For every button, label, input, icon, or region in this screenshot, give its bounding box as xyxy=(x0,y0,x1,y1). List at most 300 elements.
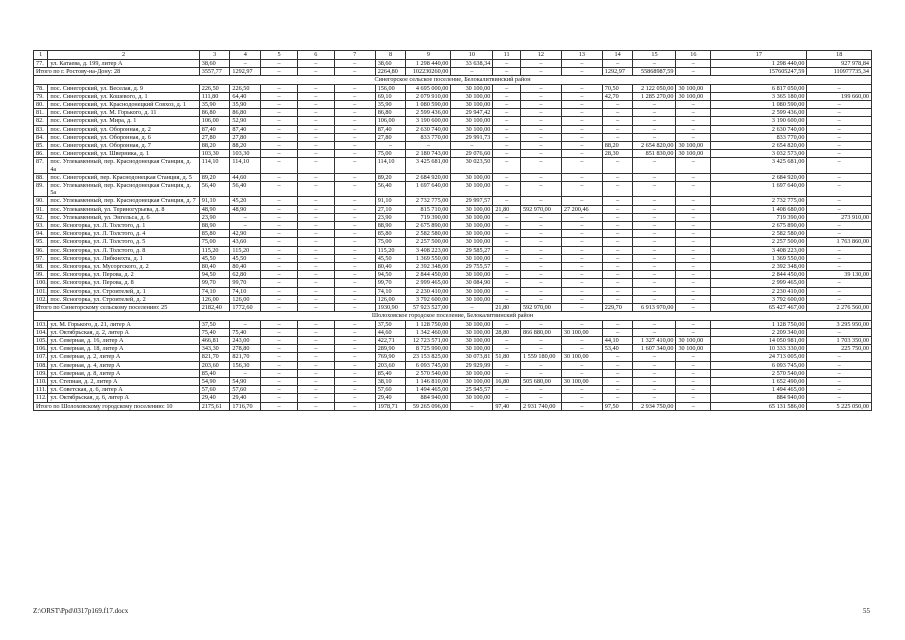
value-cell: – xyxy=(602,263,633,271)
value-cell: 29,40 xyxy=(199,394,230,402)
value-cell: 86,80 xyxy=(199,109,230,117)
row-number: 112. xyxy=(34,394,48,402)
table-row xyxy=(34,361,872,369)
value-cell: 866 880,00 xyxy=(520,328,561,336)
value-cell: 115,20 xyxy=(199,246,230,254)
value-cell: – xyxy=(561,345,602,353)
value-cell: 65 427 467,00 xyxy=(711,304,807,312)
value-cell: – xyxy=(261,109,298,117)
value-cell: – xyxy=(334,117,375,125)
row-number: 90. xyxy=(34,197,48,205)
value-cell: – xyxy=(676,125,711,133)
value-cell: 80,40 xyxy=(375,263,406,271)
value-cell: – xyxy=(520,320,561,328)
value-cell: 103,30 xyxy=(230,150,261,158)
value-cell: 2 230 410,00 xyxy=(406,287,451,295)
value-cell: – xyxy=(520,133,561,141)
value-cell: 57,60 xyxy=(375,386,406,394)
table-row xyxy=(34,142,872,150)
value-cell: 114,10 xyxy=(199,158,230,173)
value-cell: 44,60 xyxy=(375,328,406,336)
section-title: Синегорское сельское поселение, Белокалитвинский район xyxy=(34,76,872,84)
value-cell: 2 230 410,00 xyxy=(711,287,807,295)
table-row xyxy=(34,336,872,344)
value-cell: – xyxy=(633,182,676,197)
value-cell: – xyxy=(602,246,633,254)
value-cell: – xyxy=(297,109,334,117)
value-cell: – xyxy=(520,295,561,303)
value-cell: 1 298 440,00 xyxy=(406,60,451,68)
value-cell: 3 295 950,00 xyxy=(807,320,872,328)
value-cell: 3 425 681,00 xyxy=(406,158,451,173)
address-cell: пос. Синегорский, ул. Веселая, д. 9 xyxy=(48,84,199,92)
address-cell: пос. Углекаменный, пер. Краснодонецкая Станция, д. 4а xyxy=(48,158,199,173)
value-cell: 3 365 180,00 xyxy=(711,92,807,100)
value-cell: – xyxy=(334,361,375,369)
value-cell: – xyxy=(297,320,334,328)
value-cell: – xyxy=(633,353,676,361)
value-cell: 37,50 xyxy=(199,320,230,328)
value-cell: – xyxy=(261,60,298,68)
value-cell: – xyxy=(493,238,521,246)
value-cell: – xyxy=(602,271,633,279)
value-cell: – xyxy=(602,213,633,221)
value-cell: 1292,97 xyxy=(602,68,633,76)
value-cell: – xyxy=(261,263,298,271)
value-cell: – xyxy=(602,222,633,230)
value-cell: – xyxy=(807,205,872,213)
value-cell: – xyxy=(520,109,561,117)
value-cell: 30 100,00 xyxy=(676,345,711,353)
value-cell: – xyxy=(297,402,334,410)
value-cell: 48,90 xyxy=(199,205,230,213)
section-header-row xyxy=(34,312,872,320)
value-cell: 815 710,00 xyxy=(406,205,451,213)
value-cell: – xyxy=(493,213,521,221)
value-cell: – xyxy=(807,263,872,271)
value-cell: – xyxy=(297,295,334,303)
value-cell: – xyxy=(261,246,298,254)
value-cell: – xyxy=(520,345,561,353)
value-cell: – xyxy=(334,246,375,254)
value-cell: 30 084,90 xyxy=(451,279,493,287)
value-cell: 2 630 740,00 xyxy=(711,125,807,133)
value-cell: 25 945,57 xyxy=(451,386,493,394)
value-cell: – xyxy=(334,238,375,246)
value-cell: – xyxy=(561,386,602,394)
value-cell: 86,80 xyxy=(375,109,406,117)
row-number: 95. xyxy=(34,238,48,246)
value-cell: 851 830,00 xyxy=(633,150,676,158)
value-cell: – xyxy=(676,173,711,181)
value-cell: 30 100,00 xyxy=(451,222,493,230)
value-cell: – xyxy=(561,336,602,344)
value-cell: – xyxy=(334,336,375,344)
value-cell: 1772,60 xyxy=(230,304,261,312)
row-number: 101. xyxy=(34,287,48,295)
value-cell: 1 607 340,00 xyxy=(633,345,676,353)
value-cell: 64,40 xyxy=(230,92,261,100)
value-cell: 29 076,60 xyxy=(451,150,493,158)
value-cell: – xyxy=(676,287,711,295)
value-cell: 42,70 xyxy=(602,92,633,100)
value-cell: 30 100,00 xyxy=(451,345,493,353)
table-row xyxy=(34,213,872,221)
value-cell: – xyxy=(520,150,561,158)
value-cell: – xyxy=(561,101,602,109)
value-cell: – xyxy=(807,101,872,109)
value-cell: – xyxy=(261,197,298,205)
value-cell: – xyxy=(676,361,711,369)
value-cell: – xyxy=(520,125,561,133)
value-cell: – xyxy=(633,287,676,295)
value-cell: – xyxy=(807,386,872,394)
value-cell: – xyxy=(334,213,375,221)
value-cell: 1 080 590,00 xyxy=(406,101,451,109)
value-cell: – xyxy=(520,182,561,197)
value-cell: – xyxy=(561,230,602,238)
value-cell: 29 997,57 xyxy=(451,197,493,205)
value-cell: 55868987,59 xyxy=(633,68,676,76)
value-cell: – xyxy=(520,263,561,271)
value-cell: – xyxy=(297,361,334,369)
value-cell: 30 100,00 xyxy=(451,182,493,197)
value-cell: 278,80 xyxy=(230,345,261,353)
value-cell: 2 582 580,00 xyxy=(406,230,451,238)
value-cell: – xyxy=(561,361,602,369)
value-cell: 10 333 330,00 xyxy=(711,345,807,353)
value-cell: 30 100,00 xyxy=(451,117,493,125)
value-cell: – xyxy=(676,279,711,287)
value-cell: – xyxy=(334,320,375,328)
value-cell: – xyxy=(334,84,375,92)
value-cell: 719 390,00 xyxy=(406,213,451,221)
value-cell: – xyxy=(602,60,633,68)
value-cell: 1 494 465,00 xyxy=(711,386,807,394)
value-cell: 126,00 xyxy=(230,295,261,303)
value-cell: 6 913 970,00 xyxy=(633,304,676,312)
value-cell: 2 654 820,00 xyxy=(633,142,676,150)
value-cell: – xyxy=(602,117,633,125)
value-cell: 43,60 xyxy=(230,238,261,246)
row-number: 107. xyxy=(34,353,48,361)
value-cell: 30 100,00 xyxy=(451,377,493,385)
address-cell: пос. Синегорский, ул. Краснодонецкий Совхоз, д. 1 xyxy=(48,101,199,109)
value-cell: – xyxy=(602,394,633,402)
value-cell: – xyxy=(676,222,711,230)
value-cell: 2182,40 xyxy=(199,304,230,312)
value-cell: 226,50 xyxy=(230,84,261,92)
address-cell: пос. Синегорский, ул. Мира, д. 1 xyxy=(48,117,199,125)
value-cell: 97,40 xyxy=(493,402,521,410)
value-cell: – xyxy=(561,369,602,377)
value-cell: 88,90 xyxy=(375,222,406,230)
value-cell: 2 392 348,00 xyxy=(406,263,451,271)
value-cell: – xyxy=(261,279,298,287)
value-cell: 225 750,00 xyxy=(807,345,872,353)
value-cell: – xyxy=(520,173,561,181)
value-cell: 29 929,99 xyxy=(451,361,493,369)
value-cell: 289,90 xyxy=(375,345,406,353)
value-cell: 2 732 775,00 xyxy=(406,197,451,205)
value-cell: 52,90 xyxy=(230,117,261,125)
row-number: 100. xyxy=(34,279,48,287)
value-cell: 6 817 050,00 xyxy=(711,84,807,92)
value-cell: – xyxy=(633,197,676,205)
value-cell: 3 792 600,00 xyxy=(406,295,451,303)
row-number: 88. xyxy=(34,173,48,181)
table-row xyxy=(34,109,872,117)
value-cell: 2 599 436,00 xyxy=(711,109,807,117)
value-cell: – xyxy=(493,222,521,230)
value-cell: – xyxy=(676,377,711,385)
value-cell: 1 494 465,00 xyxy=(406,386,451,394)
value-cell: – xyxy=(807,158,872,173)
value-cell: 592 970,00 xyxy=(520,205,561,213)
value-cell: – xyxy=(493,133,521,141)
address-cell: ул. Северная, д. 4, литер А xyxy=(48,361,199,369)
value-cell: 1 703 350,00 xyxy=(807,336,872,344)
value-cell: – xyxy=(297,182,334,197)
value-cell: 75,00 xyxy=(375,150,406,158)
value-cell: – xyxy=(261,345,298,353)
header-cell: 1 xyxy=(34,51,48,60)
value-cell: – xyxy=(261,125,298,133)
value-cell: – xyxy=(520,254,561,262)
value-cell: 103,30 xyxy=(199,150,230,158)
value-cell: 2 684 920,00 xyxy=(711,173,807,181)
table-row xyxy=(34,205,872,213)
value-cell: – xyxy=(561,92,602,100)
value-cell: 3 792 600,00 xyxy=(711,295,807,303)
table-row xyxy=(34,328,872,336)
value-cell: – xyxy=(676,394,711,402)
value-cell: 203,60 xyxy=(199,361,230,369)
value-cell: – xyxy=(676,213,711,221)
value-cell: – xyxy=(520,271,561,279)
value-cell: 85,40 xyxy=(375,369,406,377)
value-cell: – xyxy=(676,369,711,377)
value-cell: – xyxy=(633,320,676,328)
value-cell: 592 970,00 xyxy=(520,304,561,312)
value-cell: – xyxy=(807,287,872,295)
value-cell: 59 265 096,00 xyxy=(406,402,451,410)
table-row xyxy=(34,369,872,377)
value-cell: 422,71 xyxy=(375,336,406,344)
value-cell: – xyxy=(334,304,375,312)
value-cell: – xyxy=(297,173,334,181)
value-cell: – xyxy=(261,68,298,76)
row-number: 86. xyxy=(34,150,48,158)
value-cell: 88,90 xyxy=(199,222,230,230)
value-cell: – xyxy=(261,402,298,410)
value-cell: 6 093 745,00 xyxy=(406,361,451,369)
value-cell: 94,50 xyxy=(199,271,230,279)
value-cell: – xyxy=(602,158,633,173)
value-cell: 29 755,57 xyxy=(451,263,493,271)
value-cell: – xyxy=(334,402,375,410)
value-cell: 65 131 586,00 xyxy=(711,402,807,410)
row-number: 102. xyxy=(34,295,48,303)
value-cell: – xyxy=(297,254,334,262)
value-cell: – xyxy=(261,213,298,221)
value-cell: – xyxy=(297,336,334,344)
value-cell: – xyxy=(297,205,334,213)
value-cell: 2 582 580,00 xyxy=(711,230,807,238)
value-cell: – xyxy=(261,304,298,312)
value-cell: 94,50 xyxy=(375,271,406,279)
table-row xyxy=(34,230,872,238)
value-cell: 89,20 xyxy=(199,173,230,181)
value-cell: 89,20 xyxy=(375,173,406,181)
header-cell: 4 xyxy=(230,51,261,60)
row-number: 85. xyxy=(34,142,48,150)
address-cell: пос. Углекаменный, ул. Териногурьева, д. 8 xyxy=(48,205,199,213)
value-cell: 56,40 xyxy=(199,182,230,197)
value-cell: 2 654 820,00 xyxy=(711,142,807,150)
value-cell: – xyxy=(520,230,561,238)
header-cell: 10 xyxy=(451,51,493,60)
row-number: 78. xyxy=(34,84,48,92)
value-cell: 3557,77 xyxy=(199,68,230,76)
address-cell: пос. Синегорский, ул. Оборонная, д. 7 xyxy=(48,142,199,150)
header-cell: 3 xyxy=(199,51,230,60)
value-cell: 29 947,42 xyxy=(451,109,493,117)
value-cell: 99,70 xyxy=(375,279,406,287)
value-cell: – xyxy=(807,142,872,150)
value-cell: 30 100,00 xyxy=(451,287,493,295)
value-cell: 106,00 xyxy=(375,117,406,125)
value-cell: 33 638,34 xyxy=(451,60,493,68)
value-cell: 86,80 xyxy=(230,109,261,117)
value-cell: 12 723 571,00 xyxy=(406,336,451,344)
row-number: 87. xyxy=(34,158,48,173)
address-cell: пос. Синегорский, ул. Шверника, д. 1 xyxy=(48,150,199,158)
value-cell: – xyxy=(297,328,334,336)
value-cell: – xyxy=(261,182,298,197)
header-cell: 9 xyxy=(406,51,451,60)
value-cell: 23,90 xyxy=(375,213,406,221)
address-cell: ул. Катаева, д. 199, литер А xyxy=(48,60,199,68)
value-cell: 30 100,00 xyxy=(451,101,493,109)
table-row xyxy=(34,92,872,100)
value-cell: 1 342 460,00 xyxy=(406,328,451,336)
value-cell: – xyxy=(261,158,298,173)
value-cell: – xyxy=(334,377,375,385)
address-cell: пос. Ясногорка, ул. Перова, д. 2 xyxy=(48,271,199,279)
value-cell: 1 146 810,00 xyxy=(406,377,451,385)
value-cell: 28,30 xyxy=(602,150,633,158)
value-cell: – xyxy=(520,84,561,92)
value-cell: – xyxy=(334,230,375,238)
value-cell: – xyxy=(561,304,602,312)
value-cell: – xyxy=(807,117,872,125)
value-cell: – xyxy=(602,295,633,303)
value-cell: – xyxy=(334,142,375,150)
footer-file-path: Z:\ORST\Ppd\0317p169.f17.docx xyxy=(33,607,129,615)
value-cell: 4 695 000,00 xyxy=(406,84,451,92)
value-cell: 85,80 xyxy=(375,230,406,238)
value-cell: – xyxy=(520,386,561,394)
value-cell: 1 128 750,00 xyxy=(711,320,807,328)
header-cell: 13 xyxy=(561,51,602,60)
value-cell: 3 190 600,00 xyxy=(711,117,807,125)
value-cell: – xyxy=(493,287,521,295)
value-cell: 21,80 xyxy=(493,205,521,213)
header-cell: 16 xyxy=(676,51,711,60)
row-number: 105. xyxy=(34,336,48,344)
value-cell: – xyxy=(297,142,334,150)
value-cell: 97,50 xyxy=(602,402,633,410)
table-row xyxy=(34,279,872,287)
value-cell: – xyxy=(807,133,872,141)
row-number: 84. xyxy=(34,133,48,141)
value-cell: – xyxy=(493,109,521,117)
value-cell: – xyxy=(297,394,334,402)
value-cell: – xyxy=(633,205,676,213)
value-cell: – xyxy=(676,271,711,279)
value-cell: 203,60 xyxy=(375,361,406,369)
value-cell: – xyxy=(297,230,334,238)
total-label: Итого по Синегорскому сельскому поселению: 25 xyxy=(34,304,200,312)
value-cell: – xyxy=(633,101,676,109)
value-cell: – xyxy=(602,230,633,238)
value-cell: 2 599 436,00 xyxy=(406,109,451,117)
value-cell: 1 697 640,00 xyxy=(406,182,451,197)
value-cell: – xyxy=(633,394,676,402)
value-cell: – xyxy=(807,246,872,254)
address-cell: ул. Северная, д. 16, литер А xyxy=(48,336,199,344)
row-number: 91. xyxy=(34,205,48,213)
value-cell: – xyxy=(297,287,334,295)
table-row xyxy=(34,386,872,394)
address-cell: пос. Ясногорка, ул. Л. Толстого, д. 1 xyxy=(48,222,199,230)
value-cell: 38,60 xyxy=(375,60,406,68)
value-cell: – xyxy=(520,68,561,76)
value-cell: – xyxy=(334,60,375,68)
value-cell: 14 050 981,00 xyxy=(711,336,807,344)
value-cell: – xyxy=(520,117,561,125)
value-cell: 27,10 xyxy=(375,205,406,213)
value-cell: 1 763 860,00 xyxy=(807,238,872,246)
value-cell: 30 100,00 xyxy=(451,328,493,336)
value-cell: 21,80 xyxy=(493,304,521,312)
address-cell: пос. Ясногорка, ул. Перова, д. 8 xyxy=(48,279,199,287)
value-cell: – xyxy=(807,279,872,287)
value-cell: – xyxy=(493,60,521,68)
value-cell: 2 675 890,00 xyxy=(711,222,807,230)
value-cell: 2 684 920,00 xyxy=(406,173,451,181)
row-number: 80. xyxy=(34,101,48,109)
value-cell: – xyxy=(676,230,711,238)
table-row xyxy=(34,222,872,230)
value-cell: – xyxy=(633,386,676,394)
value-cell: 719 390,00 xyxy=(711,213,807,221)
value-cell: – xyxy=(297,68,334,76)
value-cell: – xyxy=(602,328,633,336)
value-cell: 1978,71 xyxy=(375,402,406,410)
value-cell: 769,90 xyxy=(375,353,406,361)
table-row xyxy=(34,295,872,303)
value-cell: 5 225 050,00 xyxy=(807,402,872,410)
row-number: 82. xyxy=(34,117,48,125)
value-cell: 2 999 465,00 xyxy=(711,279,807,287)
value-cell: – xyxy=(297,345,334,353)
value-cell: 30 100,00 xyxy=(451,254,493,262)
value-cell: 30 100,00 xyxy=(451,295,493,303)
value-cell: – xyxy=(520,238,561,246)
value-cell: – xyxy=(297,279,334,287)
